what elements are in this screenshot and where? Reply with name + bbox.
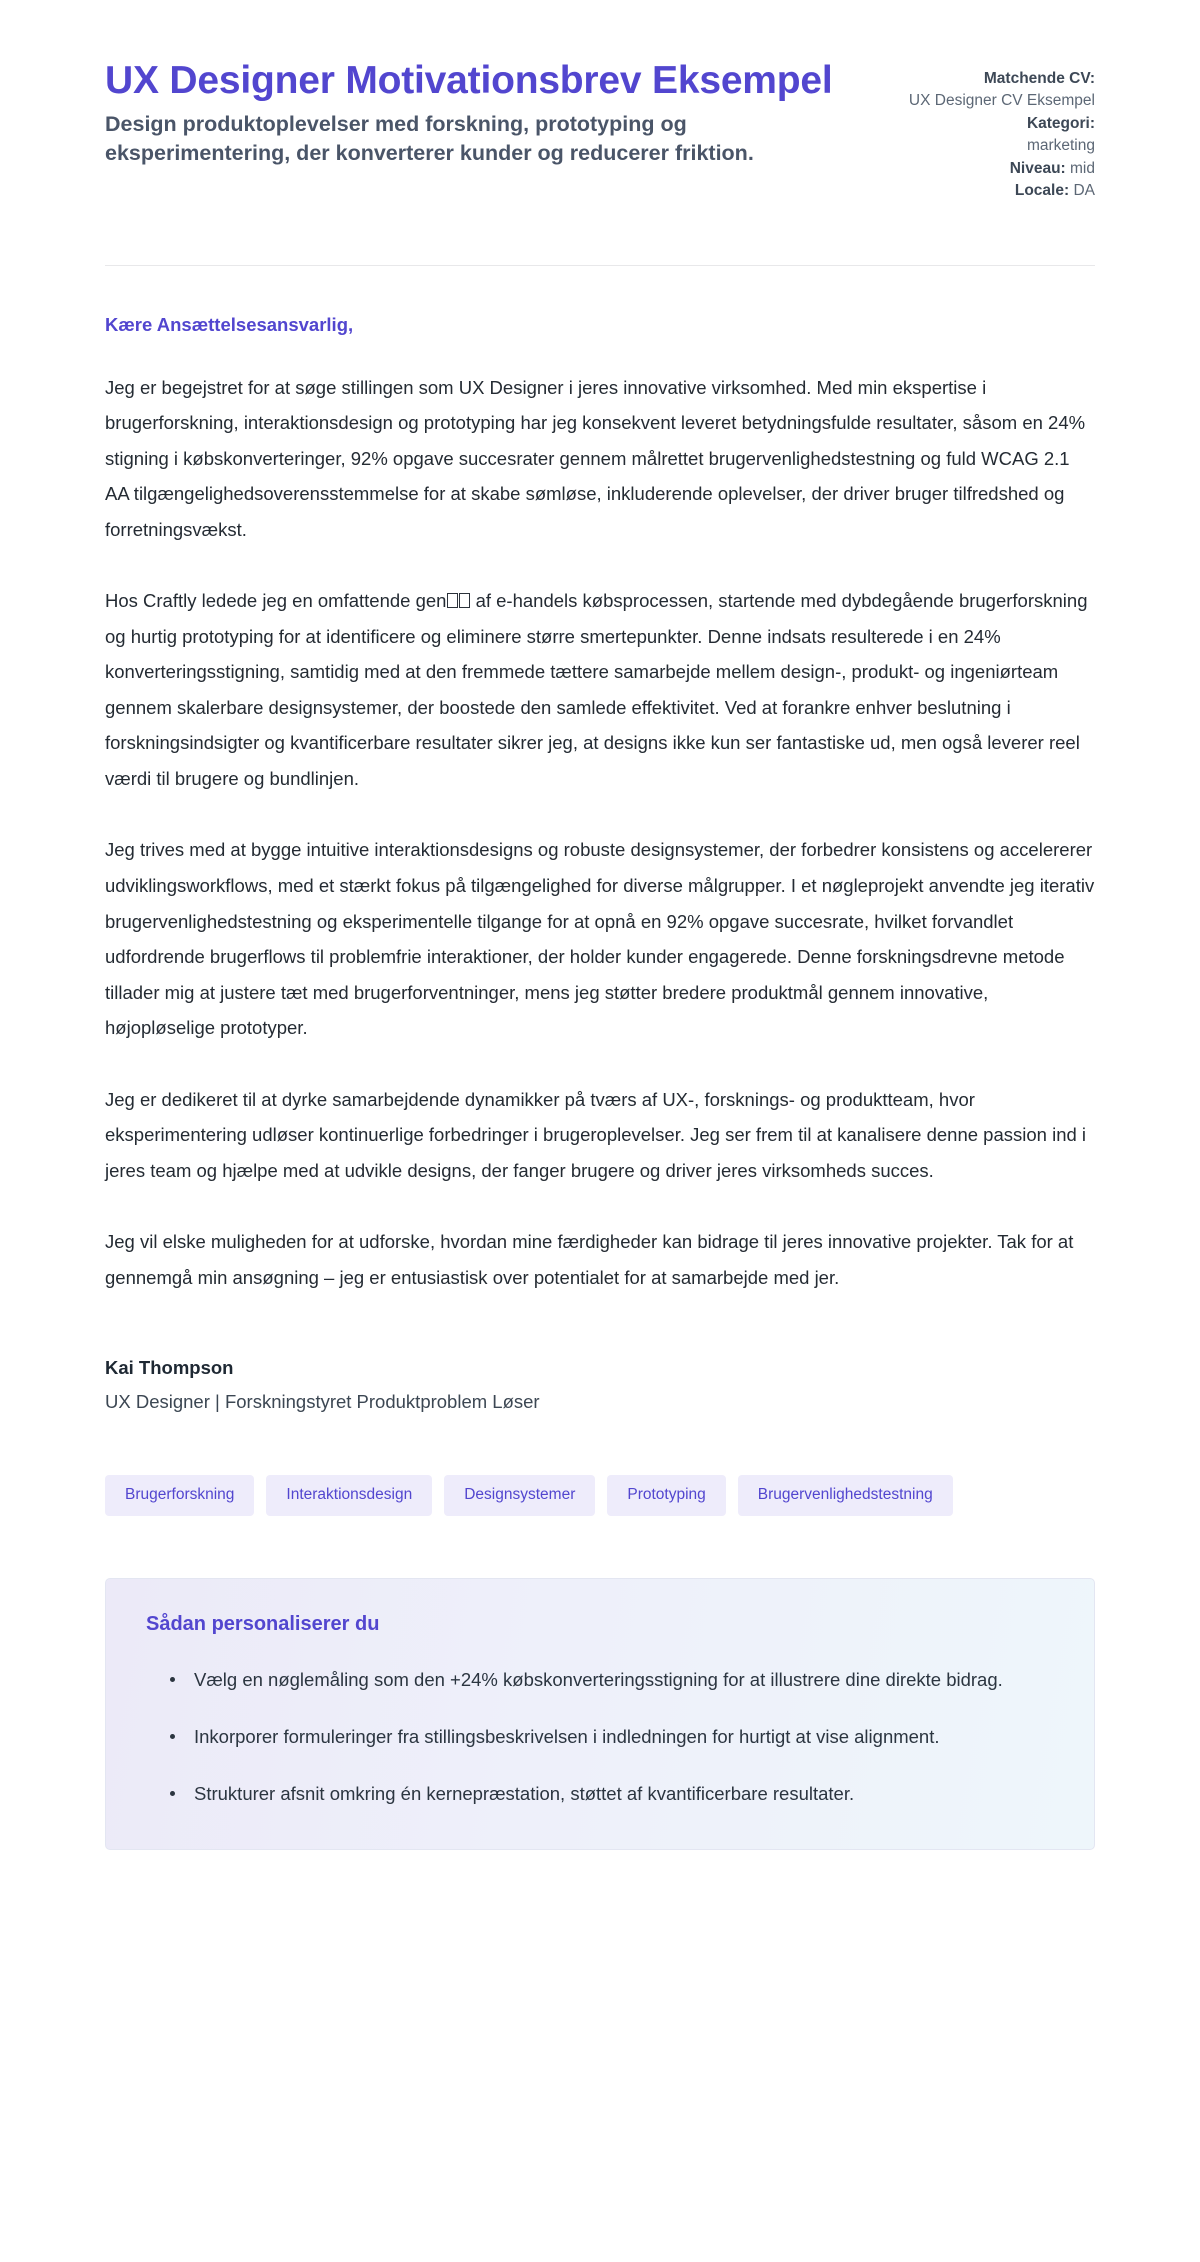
meta-matching-cv-label: Matchende CV:	[983, 70, 1095, 87]
letter-salutation: Kære Ansættelsesansvarlig,	[105, 313, 354, 335]
meta-category-value: marketing	[1026, 137, 1095, 155]
skill-tag[interactable]: Brugervenlighedstestning	[738, 1475, 953, 1516]
tips-list	[146, 1662, 1054, 1811]
personalization-tips-box	[105, 1578, 1095, 1850]
paragraph-2-text-end: af e-handels købsprocessen, startende med dybdegående brugerforskning og hurtig prototyping for at identificere og eliminere større smertepunkter. Denne indsats resulterede i en 24% konverteringsstigning, samtidig med at den fremmede tættere samarbejde mellem design-, produkt- og ingeniørteam gennem skalerbare designsystemer, der boostede den samlede effektivitet. Ved at forankre enhver beslutning i forskningsindsigter og kvantificerbare resultater sikrer jeg, at designs ikke kun ser fantastiske ud, men også leverer reel værdi til brugere og bundlinjen.	[105, 590, 1088, 789]
meta-locale-value: DA	[1073, 182, 1095, 200]
meta-matching-cv	[909, 68, 1095, 113]
meta-locale	[909, 180, 1095, 202]
letter-paragraph-1: Jeg er begejstret for at søge stillingen som UX Designer i jeres innovative virksomhed. Med min ekspertise i brugerforskning, interaktionsdesign og prototyping har jeg konsekvent leveret betydningsfulde resultater, såsom en 24% stigning i købskonverteringer, 92% opgave succesrater gennem målrettet brugervenlighedstestning og fuld WCAG 2.1 AA tilgængelighedsoverensstemmelse for at skabe sømløse, inkluderende oplevelser, der driver bruger tilfredshed og forretningsvækst.	[105, 376, 1086, 540]
letter-paragraph-3: Jeg trives med at bygge intuitive interaktionsdesigns og robuste designsystemer, der forbedrer konsistens og accelererer udviklingsworkflows, med et stærkt fokus på tilgængelighed for diverse målgrupper. I et nøgleprojekt anvendte jeg iterativ brugervenlighedstestning og eksperimentelle tilgange for at opnå en 92% opgave succesrate, hvilket forvandlet udfordrende brugerflows til problemfrie interaktioner, der holder kunder engagerede. Denne forskningsdrevne metode tillader mig at justere tæt med brugerforventninger, mens jeg støtter bredere produktmål gennem innovative, højopløselige prototyper.	[105, 839, 1095, 1039]
paragraph-2-text-start: Hos Craftly ledede jeg en omfattende gen	[105, 590, 447, 612]
document-metadata	[909, 58, 1095, 203]
document-header	[105, 0, 1095, 203]
list-item: Strukturer afsnit omkring én kernepræstation, støttet af kvantificerbare resultater.	[170, 1776, 1054, 1811]
meta-locale-label: Locale:	[1014, 182, 1070, 200]
letter-paragraph-2	[105, 583, 1095, 796]
signature-role: UX Designer | Forskningstyret Produktproblem Løser	[105, 1391, 540, 1413]
letter-signature	[105, 1357, 1095, 1413]
meta-level-label: Niveau:	[1009, 159, 1066, 177]
skill-tag[interactable]: Brugerforskning	[105, 1475, 254, 1516]
skill-tag[interactable]: Prototyping	[607, 1475, 725, 1516]
page-subtitle: Design produktoplevelser med forskning, prototyping og eksperimentering, der konverterer kunder og reducerer friktion.	[105, 112, 754, 165]
meta-matching-cv-value: UX Designer CV Eksempel	[908, 92, 1095, 110]
letter-paragraph-5: Jeg vil elske muligheden for at udforske, hvordan mine færdigheder kan bidrage til jeres innovative projekter. Tak for at gennemgå min ansøgning – jeg er entusiastisk over potentialet for at samarbejde med jer.	[105, 1231, 1074, 1288]
list-item: Inkorporer formuleringer fra stillingsbeskrivelsen i indledningen for hurtigt at vise alignment.	[170, 1719, 1054, 1754]
meta-category	[909, 113, 1095, 158]
tips-title: Sådan personaliserer du	[146, 1612, 380, 1635]
signature-name: Kai Thompson	[105, 1357, 234, 1379]
missing-glyph-icon	[447, 593, 458, 608]
meta-level	[909, 158, 1095, 180]
missing-glyph-icon	[459, 593, 470, 608]
page-title: UX Designer Motivationsbrev Eksempel	[105, 59, 833, 102]
skill-tag[interactable]: Interaktionsdesign	[266, 1475, 432, 1516]
meta-level-value: mid	[1070, 159, 1095, 177]
meta-category-label: Kategori:	[1026, 114, 1095, 132]
letter-paragraph-4: Jeg er dedikeret til at dyrke samarbejdende dynamikker på tværs af UX-, forsknings- og produktteam, hvor eksperimentering udløser kontinuerlige forbedringer i brugeroplevelser. Jeg ser frem til at kanalisere denne passion ind i jeres team og hjælpe med at udvikle designs, der fanger brugere og driver jeres virksomheds succes.	[105, 1088, 1087, 1181]
skill-tag-list	[105, 1475, 1095, 1516]
list-item: Vælg en nøglemåling som den +24% købskonverteringsstigning for at illustrere dine direkte bidrag.	[170, 1662, 1054, 1697]
skill-tag[interactable]: Designsystemer	[444, 1475, 595, 1516]
header-title-group	[105, 58, 869, 167]
cover-letter-body	[105, 266, 1095, 1295]
